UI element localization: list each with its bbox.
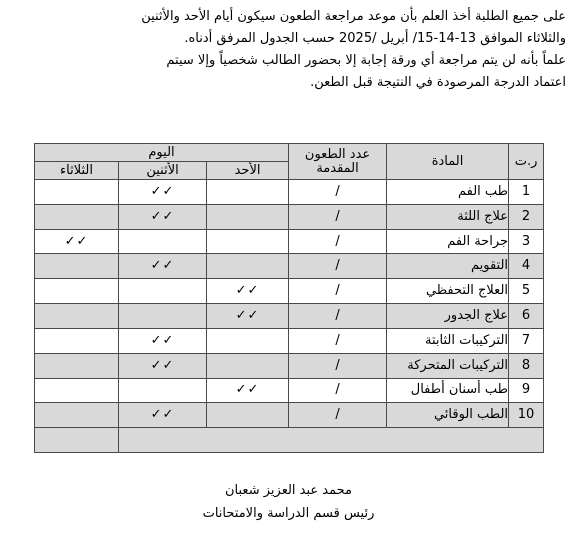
monday-cell: ✓✓ <box>119 254 207 279</box>
announcement-line-1: على جميع الطلبة أخذ العلم بأن موعد مراجعة الطعون سيكون أيام الأحد والأثنين <box>141 9 566 24</box>
row-number-cell: 5 <box>509 279 544 304</box>
table-row <box>35 279 544 304</box>
subject-cell: التقويم <box>387 254 509 279</box>
tuesday-cell <box>35 304 119 329</box>
monday-cell <box>119 378 207 403</box>
signatory-title: رئيس قسم الدراسة والامتحانات <box>202 506 375 521</box>
header-day: اليوم <box>35 144 289 162</box>
sunday-cell: ✓✓ <box>207 378 289 403</box>
tuesday-cell <box>35 279 119 304</box>
monday-cell <box>119 279 207 304</box>
row-number-cell: 1 <box>509 180 544 205</box>
appeal-count-cell: / <box>289 204 387 229</box>
tuesday-cell <box>35 378 119 403</box>
row-number-cell: 8 <box>509 353 544 378</box>
tuesday-cell <box>35 353 119 378</box>
appeal-count-cell: / <box>289 328 387 353</box>
row-number-cell: 3 <box>509 229 544 254</box>
sunday-cell <box>207 403 289 428</box>
table-row <box>35 180 544 205</box>
appeal-count-cell: / <box>289 254 387 279</box>
row-number-cell: 6 <box>509 304 544 329</box>
subject-cell: جراحة الفم <box>387 229 509 254</box>
monday-cell <box>119 304 207 329</box>
monday-cell: ✓✓ <box>119 328 207 353</box>
sunday-cell: ✓✓ <box>207 279 289 304</box>
row-number-cell: 2 <box>509 204 544 229</box>
tuesday-cell <box>35 328 119 353</box>
footer-empty-cell <box>119 428 544 453</box>
subject-cell: علاج اللثة <box>387 204 509 229</box>
signatory-name: محمد عبد العزيز شعبان <box>225 483 352 498</box>
table-row <box>35 229 544 254</box>
header-monday: الأثنين <box>119 162 207 180</box>
appeals-schedule-table <box>34 143 544 453</box>
footer-empty-cell <box>35 428 119 453</box>
tuesday-cell <box>35 180 119 205</box>
table-row <box>35 204 544 229</box>
announcement-line-4: اعتماد الدرجة المرصودة في النتيجة قبل الطعن. <box>310 75 566 90</box>
sunday-cell <box>207 254 289 279</box>
monday-cell: ✓✓ <box>119 353 207 378</box>
monday-cell: ✓✓ <box>119 180 207 205</box>
subject-cell: طب الفم <box>387 180 509 205</box>
sunday-cell: ✓✓ <box>207 304 289 329</box>
row-number-cell: 7 <box>509 328 544 353</box>
sunday-cell <box>207 180 289 205</box>
monday-cell <box>119 229 207 254</box>
appeal-count-cell: / <box>289 378 387 403</box>
tuesday-cell <box>35 403 119 428</box>
table-row <box>35 304 544 329</box>
appeal-count-cell: / <box>289 229 387 254</box>
tuesday-cell <box>35 254 119 279</box>
subject-cell: علاج الجدور <box>387 304 509 329</box>
appeal-count-cell: / <box>289 180 387 205</box>
appeal-count-cell: / <box>289 304 387 329</box>
header-number: ر.ت <box>509 144 544 180</box>
announcement-line-2: والثلاثاء الموافق 13-14-15/ أبريل /2025 حسب الجدول المرفق أدناه. <box>184 31 566 46</box>
appeal-count-cell: / <box>289 353 387 378</box>
table-row <box>35 378 544 403</box>
sunday-cell <box>207 328 289 353</box>
header-appeal-count <box>289 144 387 180</box>
tuesday-cell: ✓✓ <box>35 229 119 254</box>
table-row <box>35 353 544 378</box>
subject-cell: العلاج التحفظي <box>387 279 509 304</box>
appeal-count-cell: / <box>289 279 387 304</box>
monday-cell: ✓✓ <box>119 403 207 428</box>
table-body <box>35 180 544 453</box>
subject-cell: الطب الوقائي <box>387 403 509 428</box>
table-row <box>35 254 544 279</box>
header-appeal-count-line-1: عدد الطعون <box>304 146 371 162</box>
header-appeal-count-line-2: المقدمة <box>316 160 359 176</box>
row-number-cell: 10 <box>509 403 544 428</box>
announcement-line-3: علماً بأنه لن يتم مراجعة أي ورقة إجابة إلا بحضور الطالب شخصياً وإلا سيتم <box>166 53 566 68</box>
row-number-cell: 9 <box>509 378 544 403</box>
subject-cell: التركيبات المتحركة <box>387 353 509 378</box>
header-tuesday: الثلاثاء <box>35 162 119 180</box>
appeal-count-cell: / <box>289 403 387 428</box>
monday-cell: ✓✓ <box>119 204 207 229</box>
header-sunday: الأحد <box>207 162 289 180</box>
header-subject: المادة <box>387 144 509 180</box>
subject-cell: طب أسنان أطفال <box>387 378 509 403</box>
tuesday-cell <box>35 204 119 229</box>
announcement-text <box>18 6 566 94</box>
table-row <box>35 328 544 353</box>
subject-cell: التركيبات الثابتة <box>387 328 509 353</box>
table-row <box>35 403 544 428</box>
row-number-cell: 4 <box>509 254 544 279</box>
sunday-cell <box>207 353 289 378</box>
sunday-cell <box>207 204 289 229</box>
table-footer-row <box>35 428 544 453</box>
sunday-cell <box>207 229 289 254</box>
